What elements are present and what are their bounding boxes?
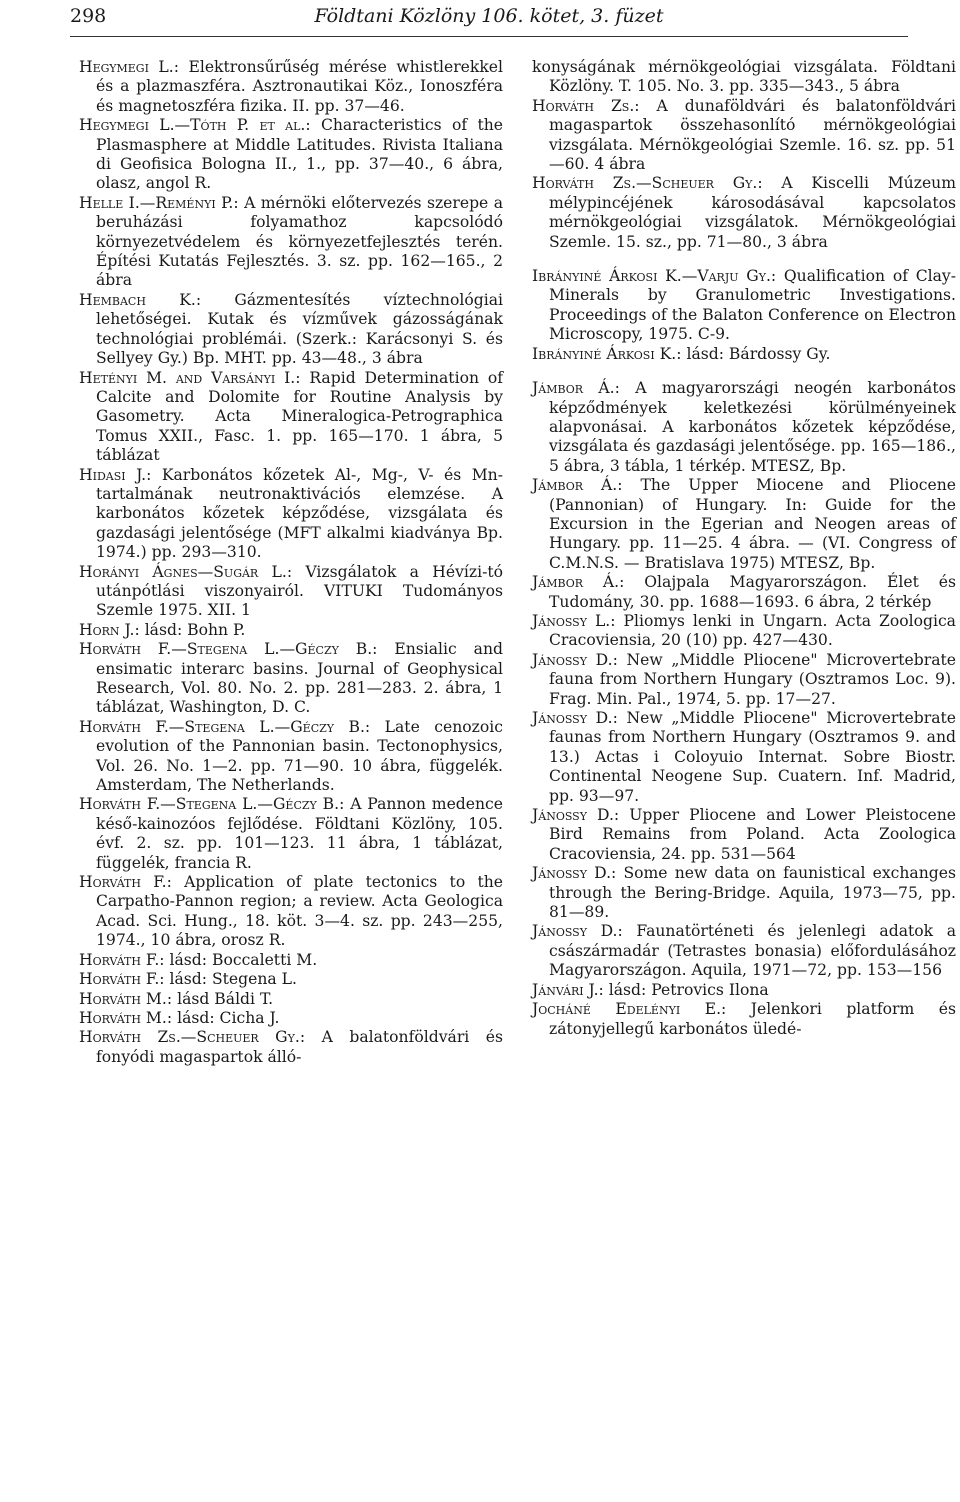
- entry-author: Horváth Zs.—Scheuer Gy.:: [79, 1028, 306, 1047]
- entry-text: Faunatörténeti és jelenlegi adatok a császármadár (Tetrastes bonasia) előfordulásához Magyarországon. Aquila, 1971—72, pp. 153—156: [549, 922, 956, 980]
- entry-text: lásd Báldi T.: [172, 989, 274, 1008]
- bibliography-entry: [532, 1000, 956, 1039]
- entry-author: Horányi Ágnes—Sugár L.:: [79, 562, 293, 581]
- bibliography-entry: [532, 922, 956, 980]
- entry-text: Elektronsűrűség mérése whistlerekkel és a plazmaszféra. Asztronautikai Köz., Ionoszféra és magnetoszféra fizika. II. pp. 37—46.: [96, 58, 503, 115]
- entry-author: Jámbor Á.:: [532, 573, 625, 592]
- bibliography-entry: [532, 864, 956, 922]
- entry-author: Hidasi J.:: [79, 465, 152, 484]
- entry-author: Horváth F.—Stegena L.—Géczy B.:: [79, 717, 371, 736]
- entry-author: Jámbor Á.:: [532, 476, 623, 495]
- entry-author: Jánossy D.:: [532, 922, 623, 941]
- entry-author: Ibrányiné Árkosi K.—Varju Gy.:: [532, 267, 777, 286]
- entry-author: Horváth F.:: [79, 970, 165, 989]
- entry-text: New „Middle Pliocene" Microvertebrate faunas from Northern Hungary (Osztramos 9. and 13.) Actas i Coloyuio Internat. Sobre Biostr. Continental Neogene Sup. Cuatern. Inf. Madrid, pp. 93—97.: [549, 709, 956, 805]
- entry-author: Jámbor Á.:: [532, 379, 620, 398]
- entry-text: The Upper Miocene and Pliocene (Pannonian) of Hungary. In: Guide for the Excursion in the Egerian and Neogen areas of Hungary. pp. 11—25. 4 ábra. — (VI. Congress of C.M.N.S. — Bratislava 1975) MTESZ, Bp.: [549, 476, 956, 572]
- entry-author: Horváth F.:: [79, 873, 172, 892]
- page-number: 298: [70, 5, 107, 27]
- bibliography-entry: [532, 981, 956, 1000]
- entry-text: Olajpala Magyarországon. Élet és Tudomány, 30. pp. 1688—1693. 6 ábra, 2 térkép: [549, 573, 956, 611]
- entry-text: Some new data on faunistical exchanges through the Bering-Bridge. Aquila, 1973—75, pp. 81—89.: [549, 864, 956, 922]
- bibliography-entry: [79, 621, 503, 640]
- bibliography-entry: [79, 58, 503, 116]
- entry-author: Horváth Zs.:: [532, 96, 640, 115]
- bibliography-entry: [532, 806, 956, 864]
- entry-author: Hetényi M. and Varsányi I.:: [79, 368, 301, 387]
- entry-text: Jelenkori platform és zátonyjellegű karbonátos üledé-: [549, 1000, 956, 1038]
- entry-author: Horn J.:: [79, 620, 140, 639]
- entry-author: Jánossy D.:: [532, 864, 617, 883]
- bibliography-entry: [79, 795, 503, 873]
- entry-text: lásd: Stegena L.: [164, 970, 297, 989]
- entry-author: Horváth F.—Stegena L.—Géczy B.:: [79, 795, 345, 814]
- bibliography-entry: [79, 640, 503, 718]
- bibliography-entry: [532, 267, 956, 345]
- bibliography-entry: [532, 58, 956, 97]
- entry-author: Horváth M.:: [79, 989, 173, 1008]
- entry-text: A mérnöki előtervezés szerepe a beruházási folyamathoz kapcsolódó környezetvédelem és környezetfejlesztés terén. Építési Kutatás Fejlesztés. 3. sz. pp. 162—165., 2 ábra: [96, 193, 503, 290]
- entry-author: Jánossy L.:: [532, 611, 616, 630]
- entry-author: Jánossy D.:: [532, 806, 620, 825]
- bibliography-entry: [79, 990, 503, 1009]
- bibliography-entry: [79, 466, 503, 563]
- right-column: [532, 58, 956, 1039]
- entry-text: A Kiscelli Múzeum mélypincéjének károsodásával kapcsolatos mérnökgeológiai vizsgálatok. Mérnökgeológiai Szemle. 15. sz., pp. 71—80., 3 ábra: [549, 174, 957, 251]
- entry-text: lásd: Cicha J.: [172, 1008, 280, 1027]
- entry-author: Hembach K.:: [79, 290, 202, 309]
- entry-author: Jánossy D.:: [532, 650, 618, 669]
- bibliography-entry: [532, 573, 956, 612]
- entry-author: Jocháné Edelényi E.:: [532, 1000, 727, 1019]
- entry-text: Ensialic and ensimatic interarc basins. Journal of Geophysical Research, Vol. 80. No. 2. pp. 281—283. 2. ábra, 1 táblázat, Washington, D. C.: [96, 640, 503, 717]
- entry-author: Jánossy D.:: [532, 709, 618, 727]
- entry-text: Pliomys lenki in Ungarn. Acta Zoologica Cracoviensia, 20 (10) pp. 427—430.: [549, 611, 956, 650]
- entry-text: New „Middle Pliocene" Microvertebrate fauna from Northern Hungary (Osztramos Loc. 9). Frag. Min. Pal., 1974, 5. pp. 17—27.: [549, 650, 956, 708]
- journal-title: Földtani Közlöny 106. kötet, 3. füzet: [314, 5, 664, 27]
- entry-text: Qualification of Clay-Minerals by Granulometric Investigations. Proceedings of the Balaton Conference on Electron Microscopy, 1975. C-9.: [549, 267, 956, 344]
- entry-author: Horváth F.:: [79, 950, 165, 969]
- bibliography-entry: [79, 291, 503, 369]
- entry-text: konyságának mérnökgeológiai vizsgálata. Földtani Közlöny. T. 105. No. 3. pp. 335—343., 5 ábra: [532, 58, 956, 96]
- bibliography-entry: [79, 951, 503, 970]
- bibliography-entry: [532, 651, 956, 709]
- left-column: [79, 58, 503, 1067]
- entry-text: Upper Pliocene and Lower Pleistocene Bird Remains from Poland. Acta Zoologica Cracoviensia, 24. pp. 531—564: [549, 806, 956, 863]
- bibliography-entry: [79, 369, 503, 466]
- bibliography-entry: [532, 97, 956, 175]
- entry-text: lásd: Boccaletti M.: [164, 950, 318, 969]
- entry-text: Vizsgálatok a Hévízi-tó utánpótlási viszonyairól. VITUKI Tudományos Szemle 1975. XII. 1: [96, 562, 504, 620]
- entry-author: Horváth Zs.—Scheuer Gy.:: [532, 174, 763, 193]
- entry-author: Jánvári J.:: [532, 980, 604, 999]
- entry-text: Karbonátos kőzetek Al-, Mg-, V- és Mn-tartalmának neutronaktivációs elemzése. A karbonátos kőzetek képződése, vizsgálata és gazdasági jelentősége (MFT alkalmi kiadványa Bp. 1974.) pp. 293—310.: [96, 465, 503, 562]
- bibliography-entry: [79, 116, 503, 194]
- entry-author: Horváth M.:: [79, 1008, 173, 1027]
- bibliography-entry: [532, 709, 956, 806]
- bibliography-entry: [79, 1028, 503, 1067]
- entry-text: A dunaföldvári és balatonföldvári magaspartok összehasonlító mérnökgeológiai vizsgálata. Mérnökgeológiai Szemle. 16. sz. pp. 51—60. 4 ábra: [549, 96, 956, 174]
- entry-text: lásd: Petrovics Ilona: [603, 980, 769, 999]
- bibliography-entry: [532, 379, 956, 476]
- bibliography-entry: [532, 345, 956, 364]
- entry-author: Hegymegi L.—Tóth P. et al.:: [79, 116, 311, 135]
- bibliography-entry: [79, 970, 503, 989]
- entry-text: Late cenozoic evolution of the Pannonian basin. Tectonophysics, Vol. 26. No. 1—2. pp. 71—90. 10 ábra, függelék. Amsterdam, The Netherlands.: [96, 717, 503, 795]
- entry-text: lásd: Bohn P.: [139, 620, 246, 639]
- entry-text: Rapid Determination of Calcite and Dolomite for Routine Analysis by Gasometry. Acta Mineralogica-Petrographica Tomus XXII., Fasc. 1. pp. 165—170. 1 ábra, 5 táblázat: [96, 368, 503, 465]
- entry-text: Application of plate tectonics to the Carpatho-Pannon region; a review. Acta Geologica Acad. Sci. Hung., 18. köt. 3—4. sz. pp. 243—255, 1974., 10 ábra, orosz R.: [96, 873, 503, 950]
- bibliography-entry: [532, 476, 956, 573]
- entry-text: lásd: Bárdossy Gy.: [681, 344, 831, 363]
- bibliography-entry: [79, 194, 503, 291]
- entry-author: Hegymegi L.:: [79, 58, 179, 76]
- bibliography-entry: [79, 1009, 503, 1028]
- entry-text: A balatonföldvári és fonyódi magaspartok álló-: [96, 1028, 503, 1066]
- bibliography-entry: [532, 174, 956, 252]
- bibliography-entry: [79, 718, 503, 796]
- entry-text: Characteristics of the Plasmasphere at Middle Latitudes. Rivista Italiana di Geofisica Bologna II., 1., pp. 37—40., 6 ábra, olasz, angol R.: [96, 116, 503, 193]
- bibliography-entry: [79, 563, 503, 621]
- entry-text: A Pannon medence késő-kainozóos fejlődése. Földtani Közlöny, 105. évf. 2. sz. pp. 101—123. 11 ábra, 1 táblázat, függelék, francia R.: [96, 795, 504, 872]
- entry-text: A magyarországi neogén karbonátos képződmények keletkezési körülményeinek alapvonásai. A karbonátos kőzetek képződése, vizsgálata és gazdasági jelentősége. pp. 165—186., 5 ábra, 3 tábla, 1 térkép. MTESZ, Bp.: [549, 379, 956, 475]
- entry-author: Helle I.—Reményi P.:: [79, 193, 239, 212]
- entry-text: Gázmentesítés víztechnológiai lehetőségei. Kutak és vízművek gázosságának technológiai problémái. (Szerk.: Karácsonyi S. és Sellyey Gy.) Bp. MHT. pp. 43—48., 3 ábra: [96, 290, 503, 368]
- page-header: [70, 4, 908, 37]
- bibliography-entry: [79, 873, 503, 951]
- bibliography-entry: [532, 612, 956, 651]
- entry-author: Horváth F.—Stegena L.—Géczy B.:: [79, 640, 378, 659]
- entry-author: Ibrányiné Árkosi K.:: [532, 344, 682, 363]
